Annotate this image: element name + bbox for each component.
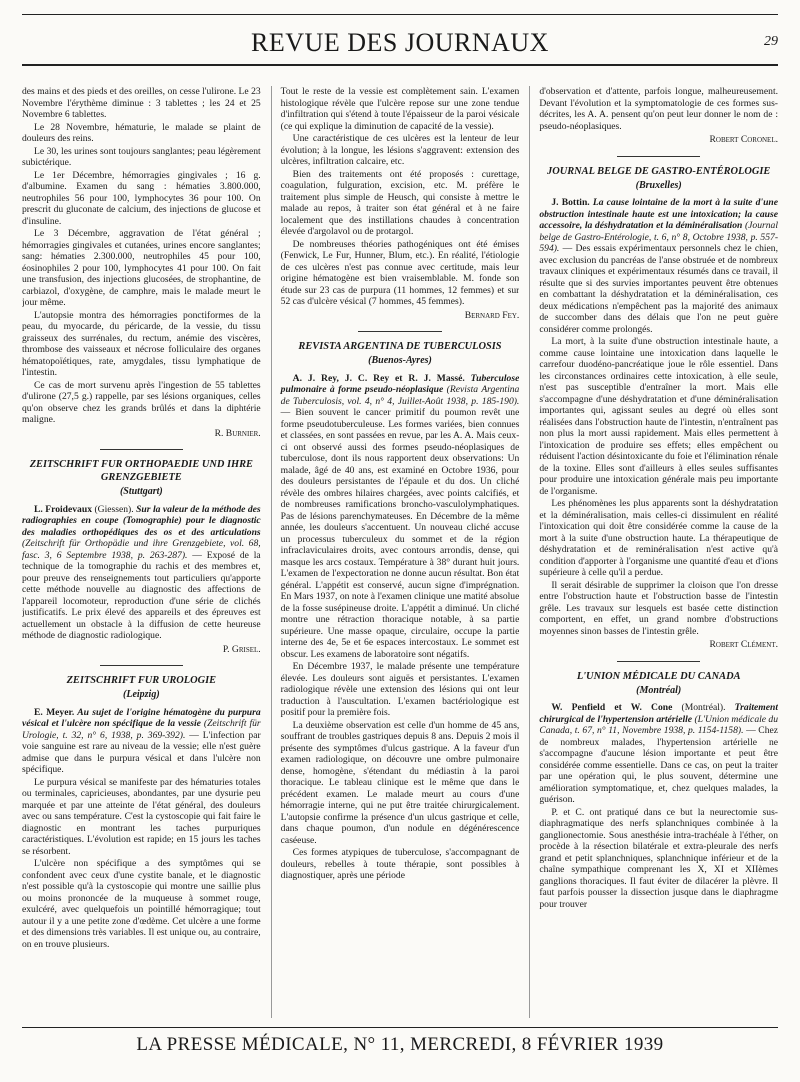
top-rule bbox=[22, 14, 778, 15]
article-title: La cause lointaine de la mort à la suite d'une obstruction intestinale haute est une intoxication; la cause accessoire, la déshydratation et la déminéralisation bbox=[539, 197, 779, 231]
section-separator bbox=[617, 661, 701, 662]
article-body: — Bien souvent le cancer primitif du poumon revêt une forme pseudotuberculeuse. Les formes variées, bien connues et classées, en sont passées en revue, par les A. A. Mais ceux-ci ont observé aussi des formes pseudo-néoplasiques de tuberculose, dont ils nous rapportent deux observations: Un malade, âgé de 40 ans, est examiné en Octobre 1936, pour des douleurs persistantes de l'épaule et du dos. Un cliché révèle des ombres hilaires chargées, avec points calcifiés, et de nombreuses ramifications broncho-vasculolymphatiques. Pas de lésions parenchymateuses. En Décembre de la même année, les douleurs s'accentuent. Un nouveau cliché accuse un processus tuberculeux du sommet et de la région infraclaviculaires droits, avec contours arrondis, dense, qui masque les arcs costaux. Température à 38° durant huit jours. L'examen de l'expectoration ne donne aucun résultat. Bon état général. L'appétit est conservé, aucun signe d'imprégnation. En Mars 1937, on note à l'examen clinique une matité absolue de la fosse susépineuse droite. L'appétit a diminué. Un cliché montre une rétraction thoracique notable, à sa partie supérieure. Une masse opaque, circulaire, occupe la partie interne des 4e, 5e et 6e espaces intercostaux. Le sommet est obscur. Les examens de laboratoire sont négatifs. bbox=[280, 407, 520, 660]
article-title: Sur la valeur de la méthode des radiographies en coupe (Tomographie) pour le diagnostic des maladies orthopédiques des os et des articulations bbox=[22, 503, 261, 538]
paragraph: L'ulcère non spécifique a des symptômes qui se confondent avec ceux d'une cystite banale, et le diagnostic n'est possible qu'à la cystoscopie qui montre une saillie plus ou moins prononcée de la muqueuse à sommet rouge, exulcéré, avec quelquefois un pointillé hémorragique; tout autour il y a une petite zone d'œdème. Cet ulcère a une forme et des dimensions très variables. Il est unique ou, au contraire, on en trouve plusieurs. bbox=[22, 858, 261, 950]
article-source: (Journal belge de Gastro-Entérologie, t. 6, n° 8, Octobre 1938, p. 557-594). bbox=[539, 220, 779, 254]
paragraph: Le 3 Décembre, aggravation de l'état général ; hémorragies gingivales et cutanées, urines encore sanglantes; sang: hématies 2.300.000, neutrophiles 45 pour 100, éosinophiles 2 pour 100, lymphocytes 41 pour 100. On fait une transfusion, des injections glucosées, de strophantine, de carbiazol, d'oxygène, de camphre, mais le malade meurt le jour même. bbox=[22, 228, 261, 308]
paragraph: Bien des traitements ont été proposés : curettage, coagulation, fulguration, excision, etc. M. préfère le traitement plus simple de Heusch, qui consiste à mettre le malade au repos, à traiter son état général et à ne faire localement que des instillations chaudes à concentration élevée d'argolavol ou de protargol. bbox=[280, 168, 520, 237]
paragraph: Tout le reste de la vessie est complètement sain. L'examen histologique révèle que l'ulcère repose sur une zone tendue d'infiltration qui s'étend à toute l'épaisseur de la paroi vésicale (ce qui explique la diminution de capacité de la vessie). bbox=[280, 86, 520, 132]
article-abstract bbox=[281, 373, 520, 661]
section-title: REVISTA ARGENTINA DE TUBERCULOSIS bbox=[298, 341, 502, 352]
paragraph: Le purpura vésical se manifeste par des hématuries totales ou terminales, capricieuses, abondantes, par une dysurie peu marquée et par une atteinte de l'état général, des douleurs avec ou sans température. C'est la cystoscopie qui fait faire le diagnostic en montrant les taches purpuriques caractéristiques. L'évolution est rapide; en 15 jours les taches se résorbent. bbox=[22, 776, 261, 857]
column-2 bbox=[271, 86, 520, 1018]
article-abstract bbox=[539, 197, 778, 335]
header-rule bbox=[22, 64, 778, 66]
article-affiliation: (Giessen). bbox=[92, 503, 137, 515]
article-title: Traitement chirurgical de l'hypertension artérielle bbox=[539, 702, 779, 725]
paragraph: Le 30, les urines sont toujours sanglantes; peau légèrement subictérique. bbox=[22, 145, 261, 168]
paragraph: Une caractéristique de ces ulcères est la lenteur de leur évolution; à la longue, les lésions s'aggravent: extension des ulcères, infiltration calcaire, etc. bbox=[280, 133, 520, 167]
section-place: (Montréal) bbox=[636, 684, 682, 696]
paragraph: En Décembre 1937, le malade présente une température élevée. Les douleurs sont aiguës et persistantes. L'examen radiologique révèle une extension des lésions qui ont leur traduction à l'auscultation. L'examen bactériologique est positif pour la première fois. bbox=[280, 661, 520, 718]
article-body: — Exposé de la technique de la tomographie du rachis et des membres et, pour preuve des renseignements tout particuliers qu'apporte cette méthode nouvelle au diagnostic des affections de l'appareil locomoteur, reproduction d'une série de clichés justificatifs. Le prix élevé des appareils et des épreuves est actuellement un obstacle à la diffusion de cette heureuse méthode de diagnostic radiologique. bbox=[22, 549, 261, 641]
section-place: (Bruxelles) bbox=[635, 179, 682, 191]
article-abstract bbox=[539, 702, 778, 806]
paragraph: d'observation et d'attente, parfois longue, malheureusement. Devant l'évolution et la symptomatologie de ces formes sus-décrites, les A. A. pensent qu'on peut leur donner le nom de : pseudo-néoplasiques. bbox=[539, 86, 779, 132]
signature: P. Grisel. bbox=[222, 643, 261, 655]
masthead bbox=[22, 28, 778, 62]
paragraph: Ce cas de mort survenu après l'ingestion de 55 tablettes d'ulirone (27,5 g.) rappelle, par ses lésions organiques, celles qu'on observe chez les grands brûlés et dans la diphtérie maligne. bbox=[22, 379, 261, 425]
paragraph: Les phénomènes les plus apparents sont la déshydratation et la déminéralisation, mais celles-ci dissimulent en réalité l'intoxication qui doit être considérée comme la cause de la mort à la suite d'une obstruction haute. La thérapeutique de déshydratation et de reminéralisation n'est active qu'à condition d'apporter à l'organisme une quantité d'eau et d'ions supérieure à celle qu'il a perdue. bbox=[539, 498, 779, 578]
paragraph: Il serait désirable de supprimer la cloison que l'on dresse entre l'obstruction haute et l'obstruction basse de l'intestin grêle. Les travaux sur lesquels est basée cette distinction comportent, en effet, un grand nombre d'obstructions moyennes sinon basses de l'intestin grêle. bbox=[539, 579, 779, 637]
page-footer: LA PRESSE MÉDICALE, N° 11, MERCREDI, 8 FÉVRIER 1939 bbox=[136, 1034, 664, 1055]
paragraph: des mains et des pieds et des oreilles, on cesse l'ulirone. Le 23 Novembre l'érythème diminue : 3 tablettes ; les 24 et 25 Novembre 6 tablettes. bbox=[22, 86, 261, 120]
article-author: W. Penfield et W. Cone bbox=[551, 702, 673, 713]
section-title: JOURNAL BELGE DE GASTRO-ENTÉROLOGIE bbox=[547, 165, 771, 177]
article-author: A. J. Rey, J. C. Rey et R. J. Massé. bbox=[292, 372, 465, 384]
column-1 bbox=[22, 86, 261, 1018]
paragraph: Ces formes atypiques de tuberculose, s'accompagnant de douleurs, rebelles à toute thérapie, sont possibles à diagnostiquer, après une période bbox=[280, 847, 520, 881]
page-number: 29 bbox=[764, 34, 778, 49]
article-author: L. Froidevaux bbox=[34, 503, 92, 515]
footer-rule bbox=[22, 1027, 778, 1028]
article-title: Tuberculose pulmonaire à forme pseudo-néoplasique bbox=[280, 372, 520, 395]
paragraph: L'autopsie montra des hémorragies ponctiformes de la peau, du myocarde, du péricarde, de la vessie, du tissu graisseux des surrénales, du rectum, anémie des viscères, thrombose des vaisseaux et nécrose folliculaire des organes hématopoïétiques, rate, amygdales, tissu lymphatique de l'intestin. bbox=[22, 309, 261, 378]
article-body: — Des essais expérimentaux personnels chez le chien, avec exclusion du pancréas de l'anse obstruée et de nombreux travaux cliniques et expérimentaux résumés dans ce travail, il résulte que si des survies importantes peuvent être obtenues en combattant la déshydratation et la déminéralisation, ces deux médications n'empêchent pas la majorité des animaux de succomber dans des délais que l'on ne peut guère considérer comme prolongés. bbox=[539, 243, 779, 335]
section-separator bbox=[617, 156, 701, 157]
article-columns bbox=[22, 86, 778, 1018]
signature: Robert Coronel. bbox=[709, 134, 779, 145]
article-title: Au sujet de l'origine hématogène du purpura vésical et l'ulcère non spécifique de la vessie bbox=[22, 706, 261, 729]
column-3 bbox=[529, 86, 778, 1018]
paragraph: De nombreuses théories pathogéniques ont été émises (Fenwick, Le Fur, Hunner, Blum, etc.). En réalité, l'étiologie de ces ulcères n'est pas connue avec certitude, mais leur origine hématogène est bien vraisemblable. M. fonde son étude sur 23 cas de purpura (11 hommes, 12 femmes) et sur 52 cas d'ulcère vésical (7 hommes, 45 femmes). bbox=[280, 238, 520, 307]
paragraph: Le 28 Novembre, hématurie, le malade se plaint de douleurs des reins. bbox=[22, 121, 261, 144]
signature: R. Burnier. bbox=[214, 427, 261, 439]
section-place: (Stuttgart) bbox=[119, 486, 163, 497]
section-title: ZEITSCHRIFT FUR UROLOGIE bbox=[66, 675, 217, 686]
section-separator bbox=[100, 449, 184, 450]
paragraph: P. et C. ont pratiqué dans ce but la neurectomie sus-diaphragmatique des nerfs splanchniques combinée à la ganglionectomie. Sous anesthésie intra-trachéale à l'éther, on procède à la résection bilatérale et extra-pleurale des nerfs grand et petit splanchniques, splanchnique inférieur et de la chaîne sympathique comprenant les X, XI et XIIèmes ganglions thoraciques. Il faut éviter de dilacérer la plèvre. Il faut parfois pousser la dissection jusque dans le diaphragme pour trouver bbox=[539, 806, 779, 910]
journal-title: REVUE DES JOURNAUX bbox=[251, 28, 549, 57]
article-author: J. Bottin. bbox=[551, 197, 590, 208]
section-place: (Buenos-Ayres) bbox=[368, 355, 432, 366]
article-source: (L'Union médicale du Canada, t. 67, n° 11, Novembre 1938, p. 1154-1158). bbox=[539, 713, 779, 736]
article-source: (Zeitschrift für Urologie, t. 32, n° 6, 1938, p. 369-392). bbox=[22, 718, 261, 741]
section-place: (Leipzig) bbox=[123, 689, 160, 700]
article-source: (Zeitschrift für Orthopädie und ihre Grenzgebiete, vol. 68, fasc. 3, 6 Septembre 1938, p. 263-287). bbox=[22, 538, 261, 561]
signature: Bernard Fey. bbox=[464, 309, 520, 321]
article-body: — Chez de nombreux malades, l'hypertension artérielle ne s'accompagne d'aucune lésion importante et peut être considérée comme essentielle. Dans ce cas, on peut la traiter par une opération qui, le plus souvent, détermine une amélioration symptomatique, et, chez quelques malades, la guérison. bbox=[539, 725, 779, 805]
section-separator bbox=[358, 331, 442, 332]
article-affiliation: (Montréal). bbox=[672, 702, 735, 713]
article-body: — L'infection par voie sanguine est rare au niveau de la vessie; elle n'est guère admise que dans le purpura vésical et dans l'ulcère non spécifique. bbox=[22, 729, 261, 775]
section-title: L'UNION MÉDICALE DU CANADA bbox=[576, 670, 741, 682]
paragraph: La mort, à la suite d'une obstruction intestinale haute, a comme cause lointaine une intoxication dans laquelle le carrefour duodéno-pancréatique joue le rôle essentiel. Dans les circonstances ordinaires cette intoxication, à elle seule, n'est pas susceptible d'entraîner la mort. Mais elle s'accompagne d'une déshydratation et d'une déminéralisation importantes qui, agissant seules au degré où elles sont réalisées dans l'obstruction haute de l'intestin, n'entraînent pas non plus la mort aussi rapidement. Mais elles permettent à l'intoxication de produire ses effets; elles empêchent ou réduisent l'action désintoxicante du foie et l'élimination rénale de la toxine. Elles sont d'ailleurs à elles seules suffisantes pour produire une intoxication générale mais peu importante de l'organisme. bbox=[539, 336, 779, 497]
paragraph: La deuxième observation est celle d'un homme de 45 ans, souffrant de troubles gastriques depuis 8 ans. Depuis 2 mois il présente des symptômes d'ulcus gastrique. A la faveur d'un examen radiologique, on découvre une ombre pulmonaire dense, homogène, s'étendant du médiastin à la paroi thoracique. Le tableau clinique est le même que dans le précédent examen. Le malade meurt au cours d'une hémorragie interne, qui ne put être traitée chirurgicalement. L'autopsie confirme la présence d'un ulcus gastrique et celle, dans chaque poumon, d'un nodule en dégénérescence caséeuse. bbox=[280, 719, 520, 846]
article-source: (Revista Argentina de Tuberculosis, vol. 4, n° 4, Juillet-Août 1938, p. 185-190). bbox=[280, 384, 520, 407]
article-abstract bbox=[22, 504, 261, 642]
article-author: E. Meyer. bbox=[34, 706, 75, 718]
paragraph: Le 1er Décembre, hémorragies gingivales ; 16 g. d'albumine. Examen du sang : hématies 3.800.000, neutrophiles 56 pour 100, lymphocytes 36 pour 100. On prescrit du gluconate de calcium, des injections de glucose et d'insuline. bbox=[22, 169, 261, 227]
article-abstract bbox=[22, 707, 261, 776]
section-separator bbox=[100, 665, 184, 666]
signature: Robert Clément. bbox=[709, 639, 779, 650]
section-title: ZEITSCHRIFT FUR ORTHOPAEDIE UND IHRE GRENZGEBIETE bbox=[29, 459, 253, 483]
